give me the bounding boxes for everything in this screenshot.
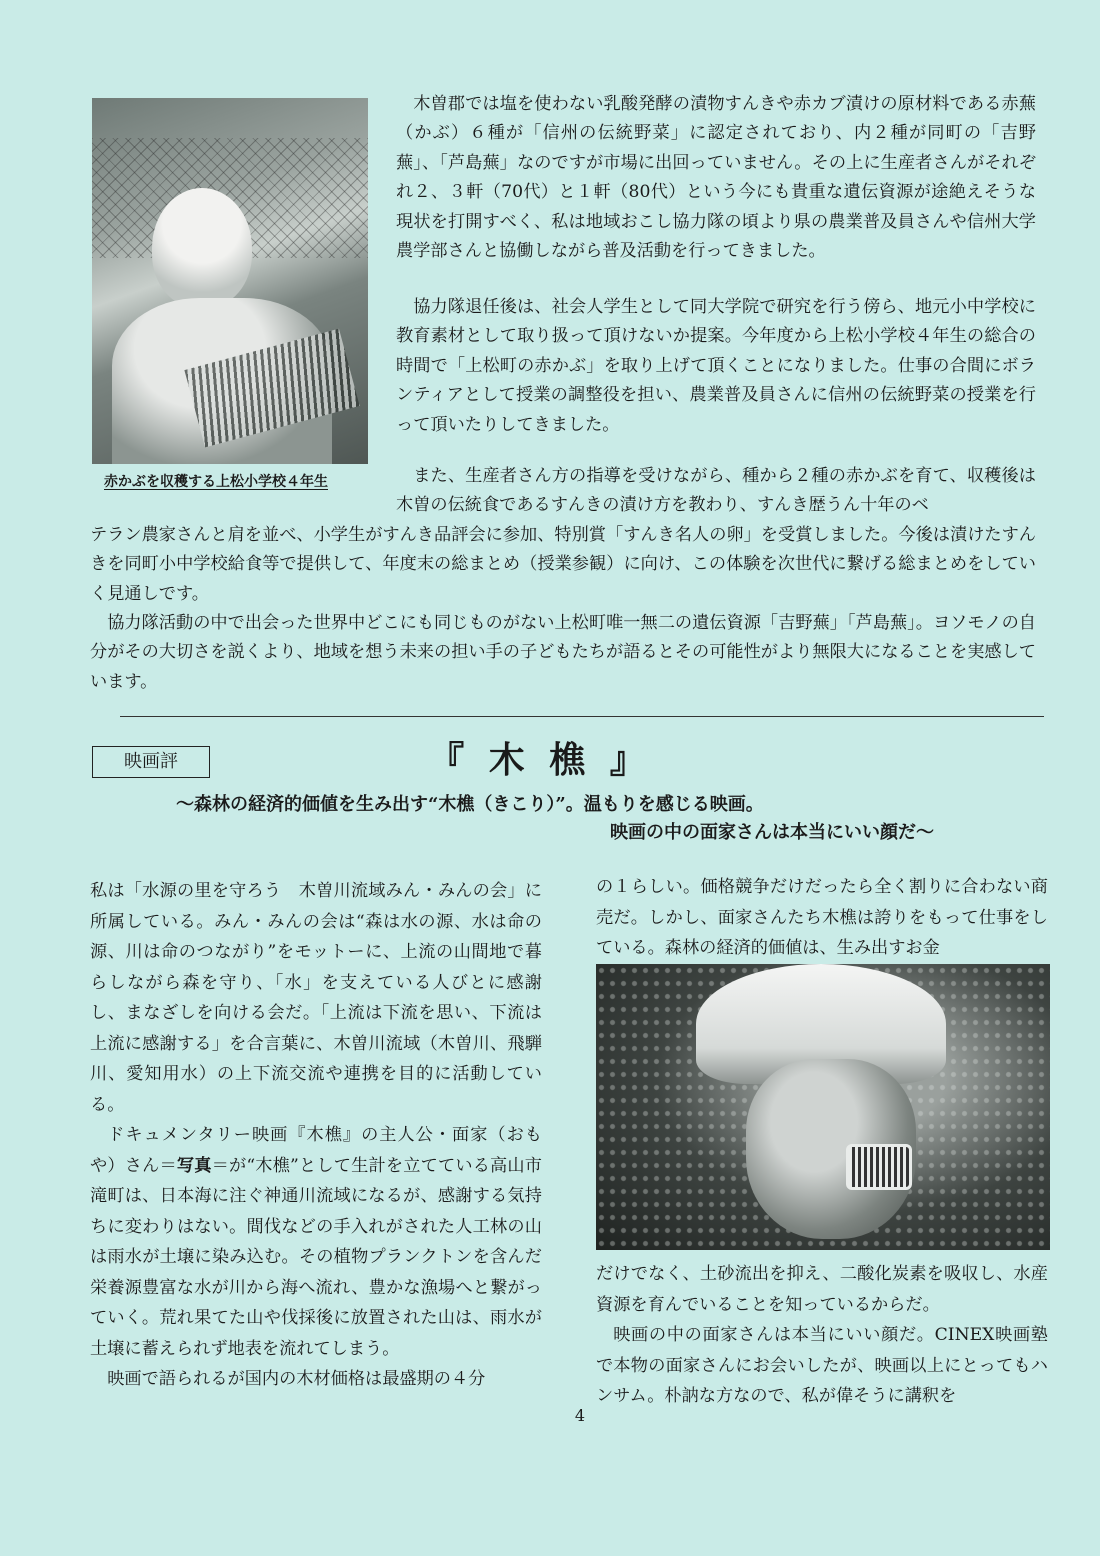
- photo-caption: 赤かぶを収穫する上松小学校４年生: [104, 474, 328, 490]
- photo-person-head: [152, 188, 252, 308]
- review-paragraph-1: 私は「水源の里を守ろう 木曽川流域みん・みんの会」に所属している。みん・みんの会は“森は水の源、水は命の源、川は命のつながり”をモットーに、上流の山間地で暮らしながら森を守り、「水」を支えている人びとに感謝し、まなざしを向ける会だ。「上流は下流を思い、下流は上流に感謝する」を合言葉に、木曽川流域（木曽川、飛騨川、愛知用水）の上下流交流や連携を目的に活動している。: [90, 881, 542, 1115]
- article-paragraph-3-start: また、生産者さん方の指導を受けながら、種から２種の赤かぶを育て、収穫後は木曽の伝統食であるすんきの漬け方を教わり、すんき歴うん十年のベ: [396, 466, 1036, 516]
- photo-reference: 写真: [176, 1155, 212, 1176]
- review-paragraph-5: 映画の中の面家さんは本当にいい顔だ。CINEX映画塾で本物の面家さんにお会いしたが、映画以上にとってもハンサム。朴訥な方なので、私が偉そうに講釈を: [596, 1325, 1048, 1406]
- review-subtitle-line-2: 映画の中の面家さんは本当にいい顔だ～: [610, 822, 934, 843]
- article-paragraph-1: 木曽郡では塩を使わない乳酸発酵の漬物すんきや赤カブ漬けの原材料である赤蕪（かぶ）６種が「信州の伝統野菜」に認定されており、内２種が同町の「吉野蕪」、「芦島蕪」なのですが市場に出回っていません。その上に生産者さんがそれぞれ２、３軒（70代）と１軒（80代）という今にも貴重な遺伝資源が途絶えそうな現状を打開すべく、私は地域おこし協力隊の頃より県の農業普及員さんや信州大学農学部さんと協働しながら普及活動を行ってきました。: [396, 94, 1036, 262]
- article-paragraph-4: 協力隊活動の中で出会った世界中どこにも同じものがない上松町唯一無二の遺伝資源「吉野蕪」「芦島蕪」。ヨソモノの自分がその大切さを説くより、地域を想う未来の担い手の子どもたちが語るとその可能性がより無限大になることを実感しています。: [90, 613, 1036, 692]
- review-paragraph-2-start: ドキュメンタリー映画『木樵』の主人公・面家（おもや）さん＝: [90, 1125, 542, 1176]
- movie-title: 『 木 樵 』: [428, 739, 652, 781]
- section-divider: [120, 716, 1044, 717]
- woodcutter-portrait-photo: [596, 964, 1050, 1250]
- review-paragraph-3-cont: の１らしい。価格競争だけだったら全く割りに合わない商売だ。しかし、面家さんたち木樵は誇りをもって仕事をしている。森林の経済的価値は、生み出すお金: [596, 877, 1048, 958]
- review-paragraph-2-end: ＝が“木樵”として生計を立てている高山市滝町は、日本海に注ぐ神通川流域になるが、感謝する気持ちに変わりはない。間伐などの手入れがされた人工林の山は雨水が土壌に染み込む。その植物プランクトンを含んだ栄養源豊富な水が川から海へ流れ、豊かな漁場へと繋がっていく。荒れ果てた山や伐採後に放置された山は、雨水が土壌に蓄えられず地表を流れてしまう。: [90, 1155, 542, 1359]
- review-left-column: [90, 876, 542, 1395]
- photo-chin-strap: [846, 1144, 912, 1190]
- review-paragraph-3: 映画で語られるが国内の木材価格は最盛期の４分: [107, 1369, 486, 1389]
- page-number: 4: [574, 1406, 586, 1425]
- students-harvest-photo: [92, 98, 368, 464]
- article-paragraph-2: 協力隊退任後は、社会人学生として同大学院で研究を行う傍ら、地元小中学校に教育素材として取り扱って頂けないか提案。今年度から上松小学校４年生の総合の時間で「上松町の赤かぶ」を取り上げて頂くことになりました。仕事の合間にボランティアとして授業の調整役を担い、農業普及員さんに信州の伝統野菜の授業を行って頂いたりしてきました。: [396, 297, 1036, 435]
- review-right-column-top: [596, 872, 1048, 964]
- review-paragraph-4: だけでなく、土砂流出を抑え、二酸化炭素を吸収し、水産資源を育んでいることを知っているからだ。: [596, 1264, 1048, 1315]
- article-paragraph-3-end: テラン農家さんと肩を並べ、小学生がすんき品評会に参加、特別賞「すんき名人の卵」を受賞しました。今後は漬けたすんきを同町小中学校給食等で提供して、年度末の総まとめ（授業参観）に向け、この体験を次世代に繋げる総まとめをしていく見通しです。: [90, 525, 1036, 604]
- review-right-column-bottom: [596, 1259, 1048, 1412]
- review-category-label: 映画評: [92, 746, 210, 778]
- review-subtitle-line-1: ～森林の経済的価値を生み出す“木樵（きこり）”。温もりを感じる映画。: [176, 794, 764, 815]
- review-paragraph-2: [90, 1120, 542, 1364]
